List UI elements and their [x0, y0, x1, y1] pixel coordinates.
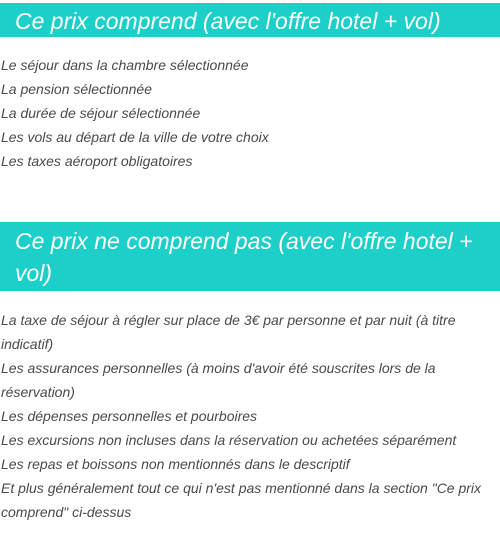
not-included-section-title: Ce prix ne comprend pas (avec l'offre hotel + vol): [0, 222, 500, 291]
list-item: Les vols au départ de la ville de votre choix: [1, 129, 269, 145]
included-section: [0, 3, 500, 173]
list-item: La taxe de séjour à régler sur place de 3€ par personne et par nuit (à titre indicatif): [1, 312, 456, 352]
included-section-title: Ce prix comprend (avec l'offre hotel + vol): [0, 3, 500, 37]
list-item: Les assurances personnelles (à moins d'avoir été souscrites lors de la réservation): [1, 360, 436, 400]
list-item: La durée de séjour sélectionnée: [1, 105, 201, 121]
list-item: Les taxes aéroport obligatoires: [1, 153, 193, 169]
not-included-section: [0, 222, 500, 524]
list-item: Le séjour dans la chambre sélectionnée: [1, 57, 249, 73]
list-item: Les excursions non incluses dans la réservation ou achetées séparément: [1, 432, 457, 448]
list-item: Les repas et boissons non mentionnés dans le descriptif: [1, 456, 350, 472]
list-item: La pension sélectionnée: [1, 81, 153, 97]
not-included-items-list: [0, 308, 500, 524]
list-item: Les dépenses personnelles et pourboires: [1, 408, 258, 424]
list-item: Et plus généralement tout ce qui n'est pas mentionné dans la section "Ce prix comprend" ci-dessus: [1, 480, 482, 520]
included-items-list: [0, 53, 500, 173]
